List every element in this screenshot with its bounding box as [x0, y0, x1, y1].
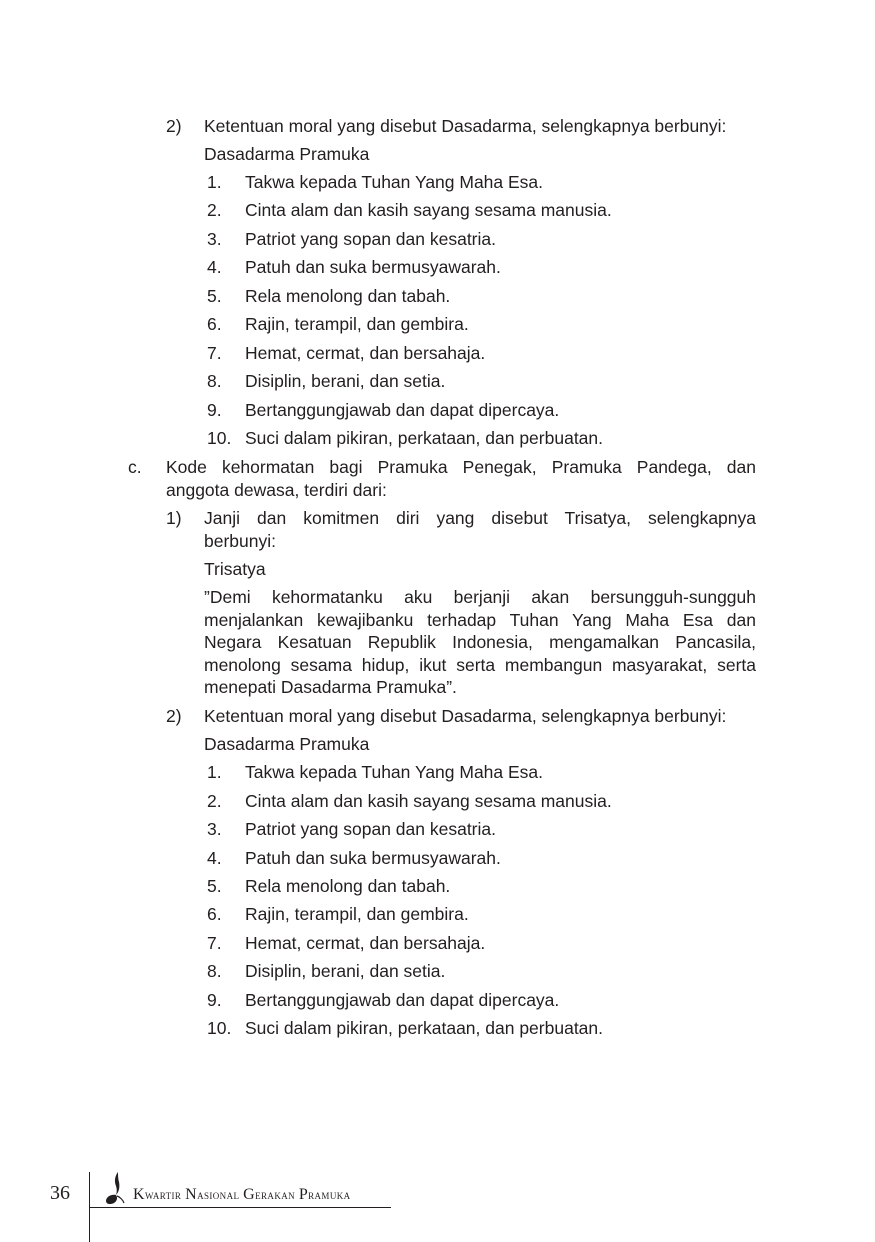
- list-number: 2.: [207, 200, 222, 220]
- list-item: Suci dalam pikiran, perkataan, dan perbuatan.: [245, 428, 604, 448]
- list-number: 8.: [207, 371, 222, 391]
- list-number: 1.: [207, 172, 222, 192]
- list-item: Hemat, cermat, dan bersahaja.: [245, 933, 486, 953]
- list-number: 7.: [207, 933, 222, 953]
- quote-line: menjalankan kewajibanku terhadap Tuhan Yang Maha Esa dan: [204, 610, 756, 630]
- footer-rule: [89, 1207, 391, 1208]
- list-number: 8.: [207, 961, 222, 981]
- quote-line: menolong sesama hidup, ikut serta membangun masyarakat, serta: [204, 655, 756, 675]
- list-number: 6.: [207, 314, 222, 334]
- list-item: Bertanggungjawab dan dapat dipercaya.: [245, 990, 560, 1010]
- list-number: 7.: [207, 343, 222, 363]
- list-item: Takwa kepada Tuhan Yang Maha Esa.: [245, 762, 544, 782]
- trisatya-title: Trisatya: [204, 559, 266, 579]
- list-item: Rajin, terampil, dan gembira.: [245, 314, 469, 334]
- list-item: Hemat, cermat, dan bersahaja.: [245, 343, 486, 363]
- list-number: 3.: [207, 229, 222, 249]
- list-number: 4.: [207, 848, 222, 868]
- organization-name: Kwartir Nasional Gerakan Pramuka: [133, 1186, 351, 1203]
- item-marker: 1): [166, 508, 182, 528]
- list-item: Patuh dan suka bermusyawarah.: [245, 257, 501, 277]
- quote-line: menepati Dasadarma Pramuka”.: [204, 677, 457, 697]
- list-number: 10.: [207, 1018, 232, 1038]
- list-number: 2.: [207, 791, 222, 811]
- list-item: Patriot yang sopan dan kesatria.: [245, 229, 496, 249]
- list-item: Rela menolong dan tabah.: [245, 286, 451, 306]
- list-item: Bertanggungjawab dan dapat dipercaya.: [245, 400, 560, 420]
- list-number: 5.: [207, 876, 222, 896]
- list-number: 10.: [207, 428, 232, 448]
- quote-line: ”Demi kehormatanku aku berjanji akan bersungguh-sungguh: [204, 587, 756, 607]
- list-item: Disiplin, berani, dan setia.: [245, 371, 446, 391]
- list-item: Rajin, terampil, dan gembira.: [245, 904, 469, 924]
- list-item: Patriot yang sopan dan kesatria.: [245, 819, 496, 839]
- list-item: Cinta alam dan kasih sayang sesama manusia.: [245, 791, 612, 811]
- list-number: 9.: [207, 990, 222, 1010]
- section-c-text: anggota dewasa, terdiri dari:: [166, 480, 387, 500]
- item-marker: 2): [166, 706, 182, 726]
- trisatya-intro: berbunyi:: [204, 531, 276, 551]
- list-item: Suci dalam pikiran, perkataan, dan perbuatan.: [245, 1018, 604, 1038]
- list-number: 1.: [207, 762, 222, 782]
- list-number: 6.: [207, 904, 222, 924]
- list-number: 3.: [207, 819, 222, 839]
- list-item: Rela menolong dan tabah.: [245, 876, 451, 896]
- list-item: Patuh dan suka bermusyawarah.: [245, 848, 501, 868]
- section-marker: c.: [128, 457, 142, 477]
- list-item: Disiplin, berani, dan setia.: [245, 961, 446, 981]
- dasadarma-title: Dasadarma Pramuka: [204, 144, 370, 164]
- quote-line: Negara Kesatuan Republik Indonesia, mengamalkan Pancasila,: [204, 632, 756, 652]
- page-number: 36: [50, 1182, 70, 1204]
- list-item: Cinta alam dan kasih sayang sesama manusia.: [245, 200, 612, 220]
- section-c-text: Kode kehormatan bagi Pramuka Penegak, Pramuka Pandega, dan: [166, 457, 756, 477]
- list-item: Takwa kepada Tuhan Yang Maha Esa.: [245, 172, 544, 192]
- trisatya-intro: Janji dan komitmen diri yang disebut Trisatya, selengkapnya: [204, 508, 756, 528]
- dasadarma-intro: Ketentuan moral yang disebut Dasadarma, selengkapnya berbunyi:: [204, 706, 727, 726]
- list-number: 9.: [207, 400, 222, 420]
- item-marker: 2): [166, 116, 182, 136]
- list-number: 5.: [207, 286, 222, 306]
- dasadarma-title: Dasadarma Pramuka: [204, 734, 370, 754]
- list-number: 4.: [207, 257, 222, 277]
- dasadarma-intro: Ketentuan moral yang disebut Dasadarma, selengkapnya berbunyi:: [204, 116, 727, 136]
- tunas-kelapa-logo-icon: [102, 1170, 128, 1206]
